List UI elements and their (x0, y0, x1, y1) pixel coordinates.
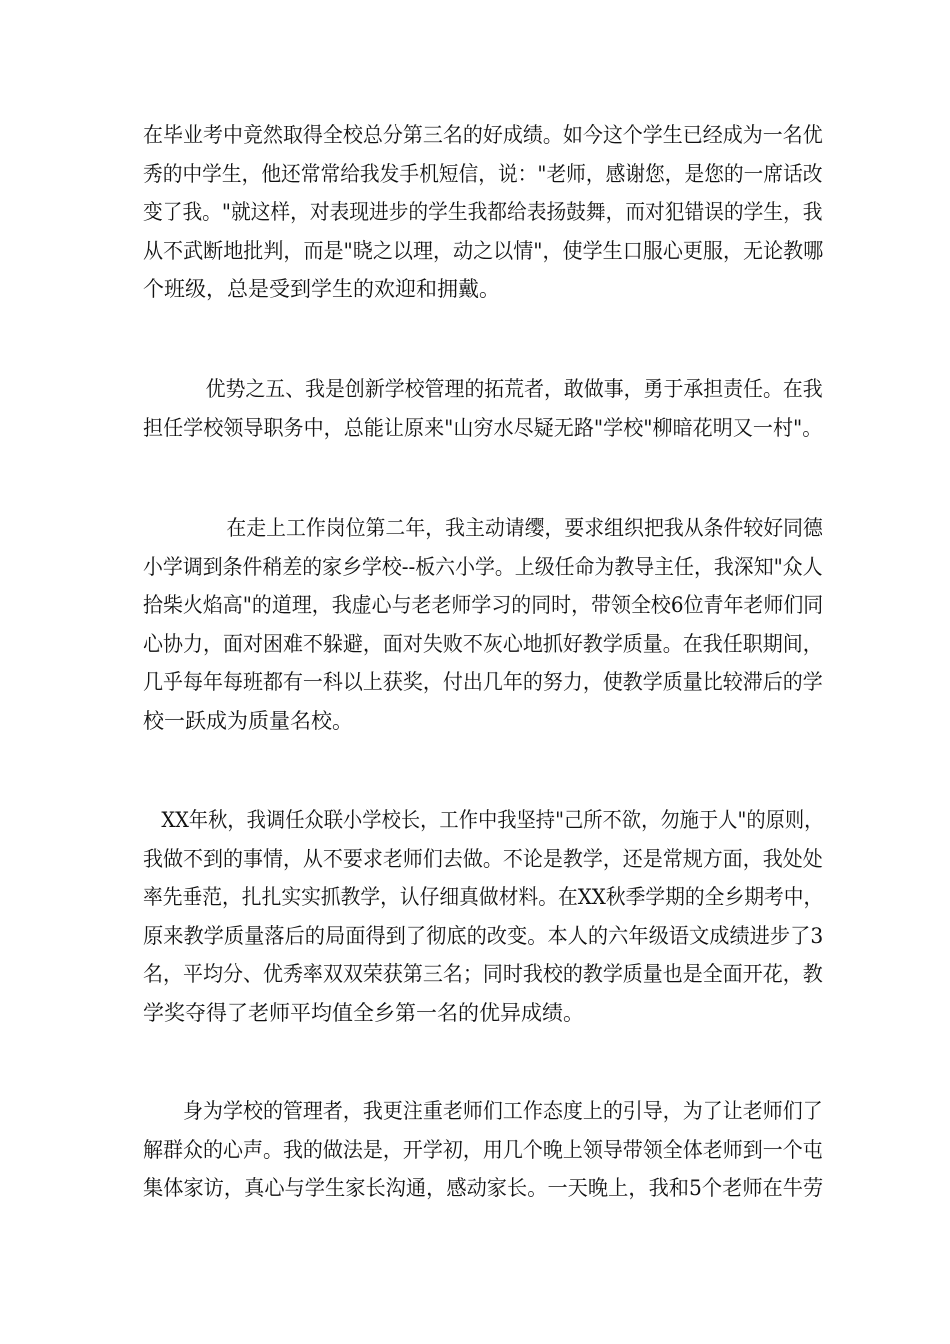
paragraph-line: 原来教学质量落后的局面得到了彻底的改变。本人的六年级语文成绩进步了3 (143, 923, 824, 948)
paragraph-line: 个班级，总是受到学生的欢迎和拥戴。 (143, 277, 500, 301)
paragraph-line: 变了我。"就这样，对表现进步的学生我都给表扬鼓舞，而对犯错误的学生，我 (143, 200, 823, 224)
paragraph-4 (143, 801, 823, 1032)
paragraph-line: 在走上工作岗位第二年，我主动请缨，要求组织把我从条件较好同德 (226, 516, 823, 540)
paragraph-line: 学奖夺得了老师平均值全乡第一名的优异成绩。 (143, 1000, 584, 1025)
paragraph-line: 担任学校领导职务中，总能让原来"山穷水尽疑无路"学校"柳暗花明又一村"。 (143, 415, 823, 440)
paragraph-line: 我做不到的事情，从不要求老师们去做。不论是教学，还是常规方面，我处处 (143, 846, 823, 871)
paragraph-5 (143, 1092, 823, 1208)
paragraph-line: 心协力，面对困难不躲避，面对失败不灰心地抓好教学质量。在我任职期间， (143, 631, 823, 656)
paragraph-line: 小学调到条件稍差的家乡学校--板六小学。上级任命为教导主任，我深知"众人 (143, 554, 823, 579)
paragraph-1 (143, 116, 823, 309)
paragraph-line: XX年秋，我调任众联小学校长，工作中我坚持"己所不欲，勿施于人"的原则， (161, 808, 824, 832)
paragraph-line: 集体家访，真心与学生家长沟通，感动家长。一天晚上，我和5个老师在牛劳 (143, 1176, 824, 1200)
paragraph-line: 在毕业考中竟然取得全校总分第三名的好成绩。如今这个学生已经成为一名优 (143, 123, 823, 147)
paragraph-line: 身为学校的管理者，我更注重老师们工作态度上的引导，为了让老师们了 (182, 1099, 823, 1123)
paragraph-line: 优势之五、我是创新学校管理的拓荒者，敢做事，勇于承担责任。在我 (205, 377, 823, 401)
paragraph-line: 从不武断地批判，而是"晓之以理，动之以情"，使学生口服心更服，无论教哪 (143, 238, 824, 263)
paragraph-2 (143, 370, 823, 447)
paragraph-line: 名，平均分、优秀率双双荣获第三名；同时我校的教学质量也是全面开花，教 (143, 962, 823, 986)
paragraph-line: 解群众的心声。我的做法是，开学初，用几个晚上领导带领全体老师到一个屯 (143, 1137, 823, 1162)
paragraph-line: 率先垂范，扎扎实实抓教学，认仔细真做材料。在XX秋季学期的全乡期考中， (143, 885, 824, 909)
paragraph-line: 拾柴火焰高"的道理，我虚心与老老师学习的同时，带领全校6位青年老师们同 (143, 593, 824, 617)
paragraph-line: 秀的中学生，他还常常给我发手机短信，说："老师，感谢您，是您的一席话改 (143, 161, 823, 186)
paragraph-line: 几乎每年每班都有一科以上获奖，付出几年的努力，使教学质量比较滞后的学 (143, 670, 823, 694)
paragraph-3 (143, 509, 823, 740)
paragraph-line: 校一跃成为质量名校。 (143, 708, 353, 733)
